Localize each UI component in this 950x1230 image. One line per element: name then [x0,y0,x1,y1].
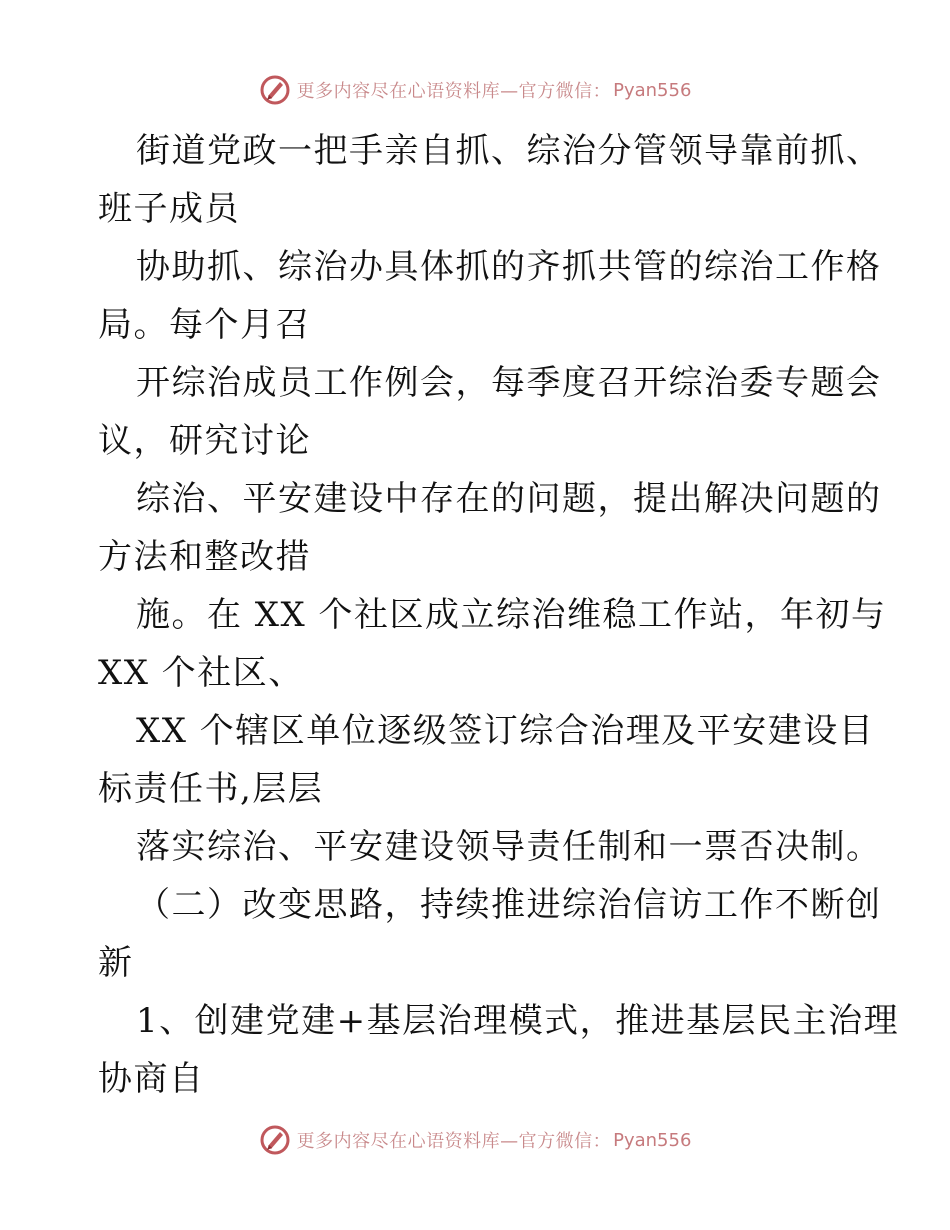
text-line: 1、创建党建+基层治理模式，推进基层民主治理 [136,1001,900,1041]
text-line: 标责任书,层层 [98,769,324,809]
watermark-text: 更多内容尽在心语资料库—官方微信： [296,1131,612,1152]
text-line: 新 [98,943,134,983]
text-line: 开综治成员工作例会，每季度召开综治委专题会 [136,363,882,403]
watermark-wechat-id: Pyan556 [613,1129,692,1151]
text-line: 协助抓、综治办具体抓的齐抓共管的综治工作格 [136,247,882,287]
pen-logo-icon [259,1124,291,1156]
watermark-text: 更多内容尽在心语资料库—官方微信： [296,81,612,102]
text-line: XX 个辖区单位逐级签订综合治理及平安建设目 [136,711,875,751]
header-watermark [0,70,950,110]
watermark-wechat-id: Pyan556 [613,79,692,101]
text-line: 方法和整改措 [98,537,311,577]
document-body [98,122,900,1108]
text-line: 班子成员 [98,189,240,229]
text-line: 施。在 XX 个社区成立综治维稳工作站，年初与 [136,595,887,635]
text-line: 综治、平安建设中存在的问题，提出解决问题的 [136,479,882,519]
text-line: 街道党政一把手亲自抓、综治分管领导靠前抓、 [136,131,882,171]
text-line: 局。每个月召 [98,305,311,345]
pen-logo-icon [259,74,291,106]
text-line: 落实综治、平安建设领导责任制和一票否决制。 [136,827,882,867]
section-heading: （二）改变思路，持续推进综治信访工作不断创 [136,885,882,925]
text-line: XX 个社区、 [98,653,304,693]
footer-watermark [0,1120,950,1160]
text-line: 议，研究讨论 [98,421,311,461]
text-line: 协商自 [98,1059,205,1099]
